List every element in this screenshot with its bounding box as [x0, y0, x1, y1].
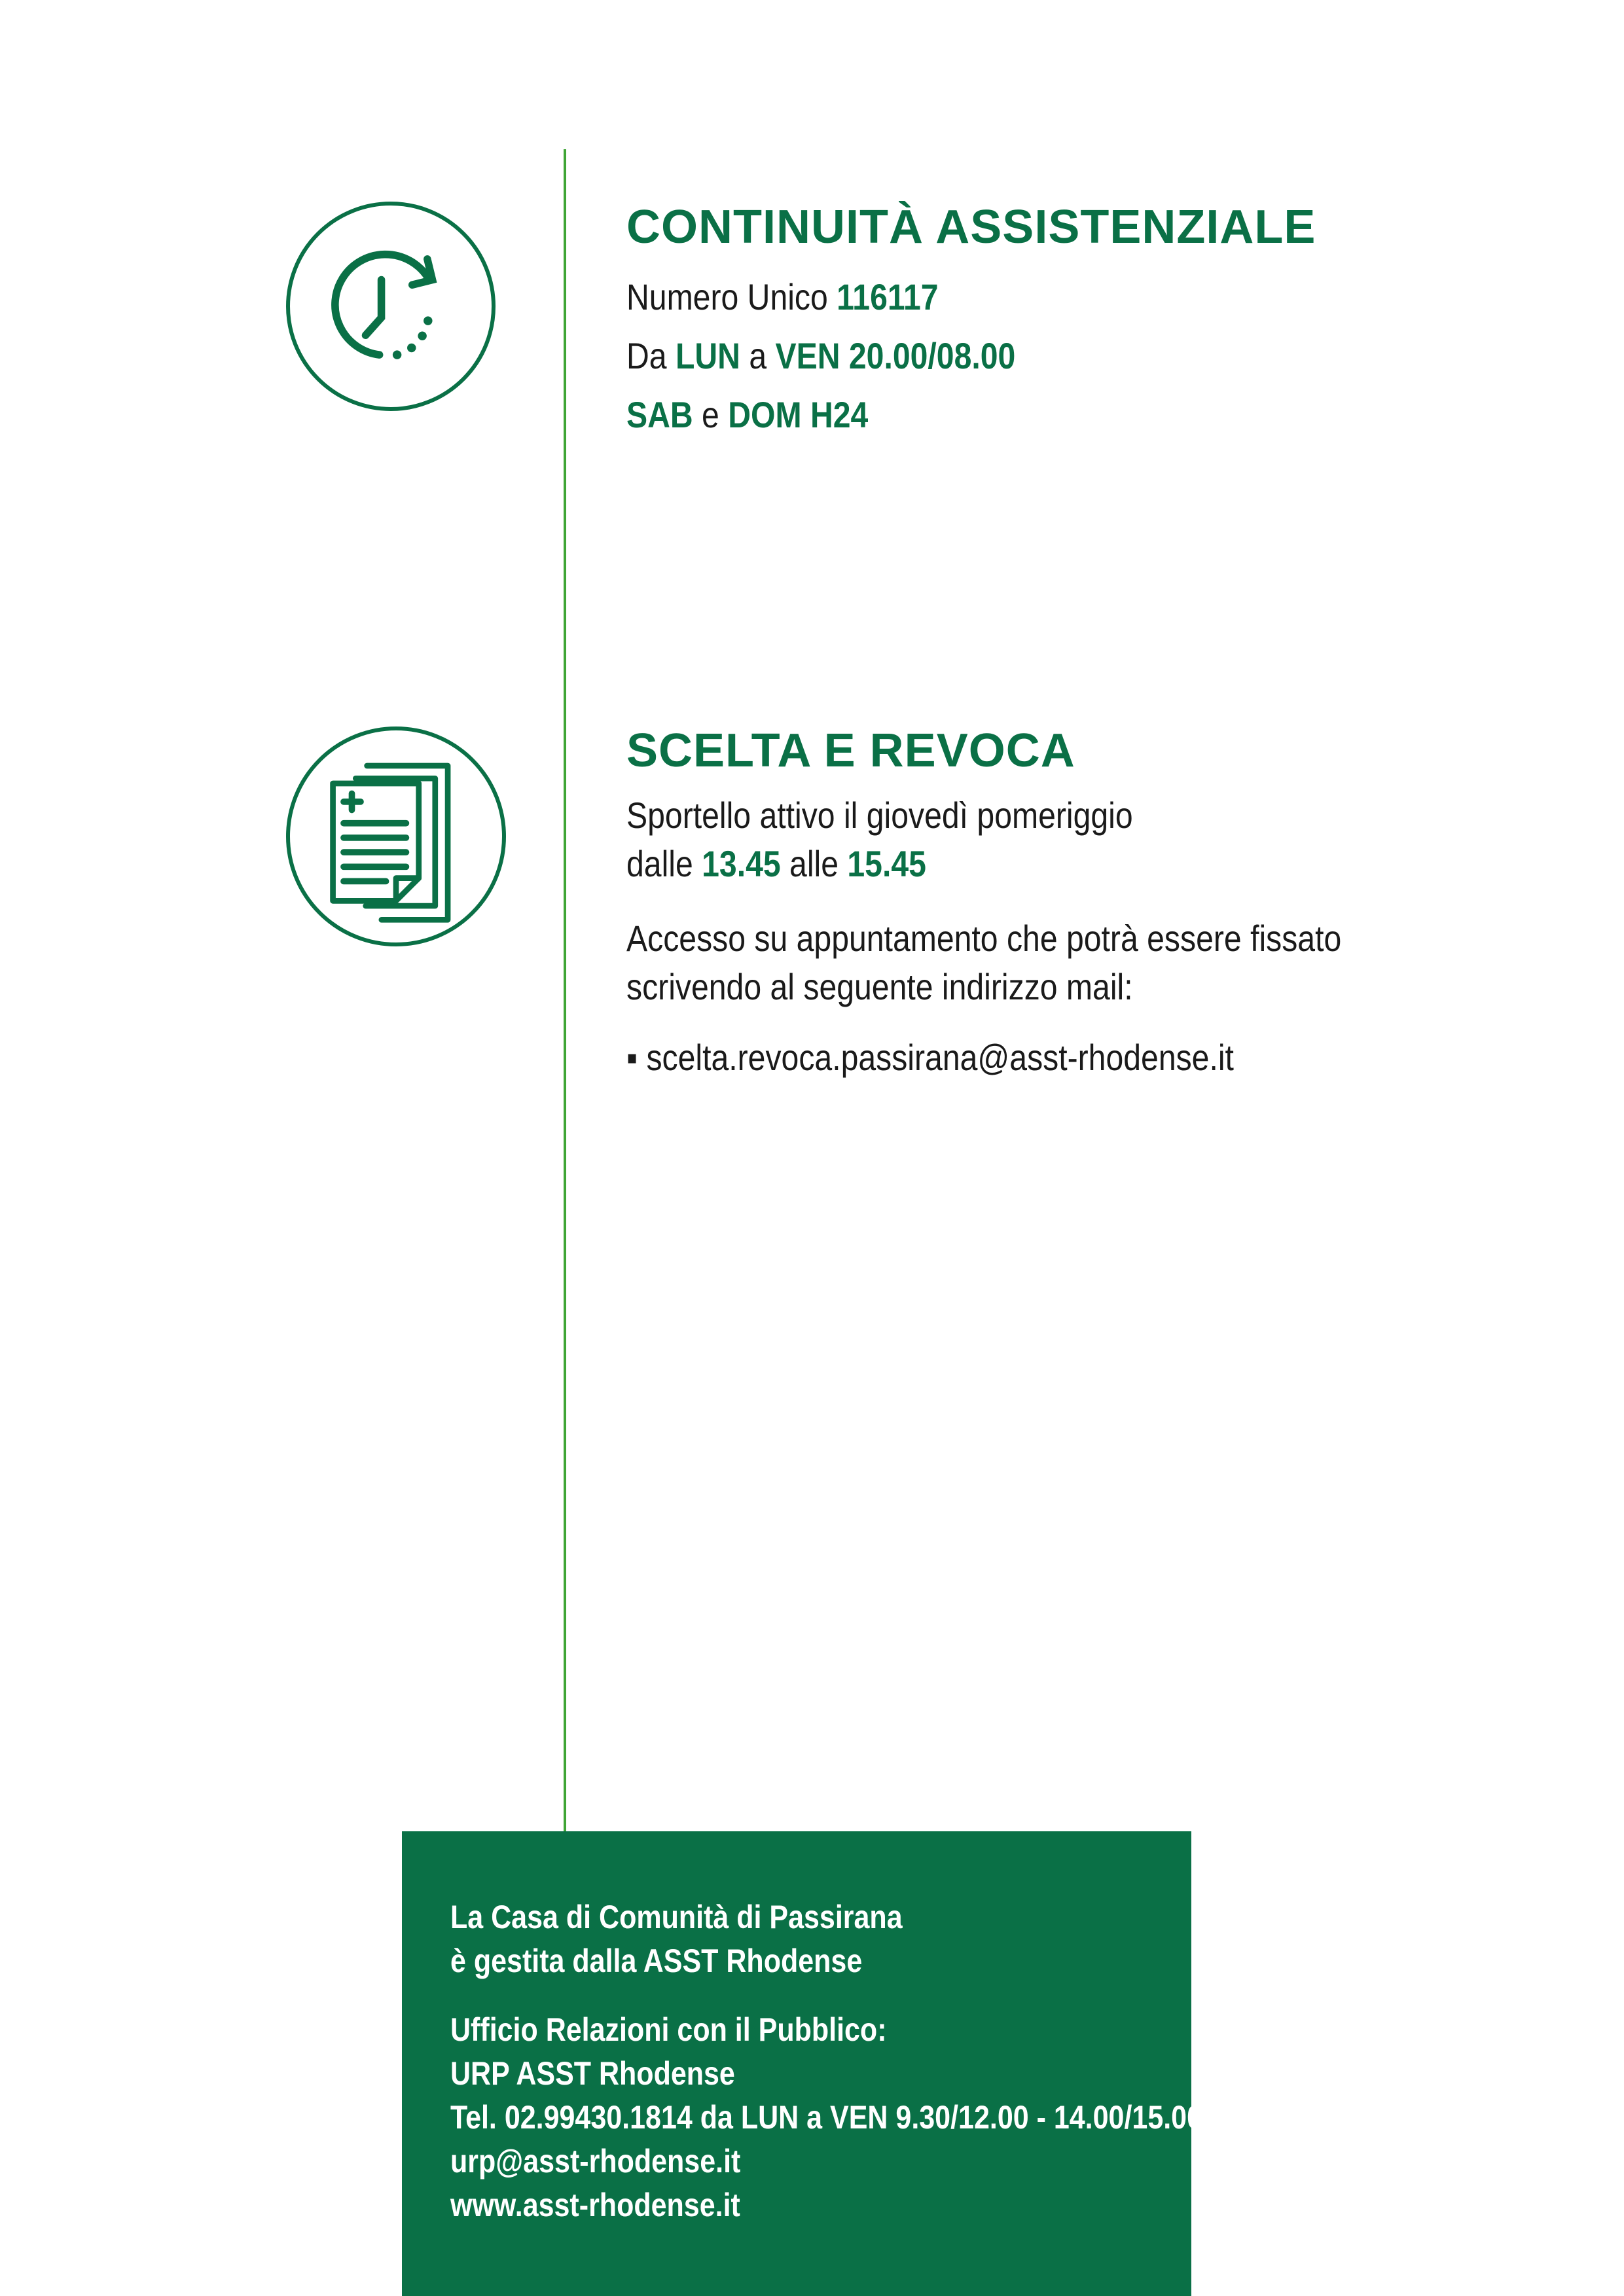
time-from: 13.45 [702, 843, 781, 885]
footer-email-link[interactable]: urp@asst-rhodense.it [450, 2143, 741, 2179]
weekday-hours-line [626, 327, 1219, 386]
footer-website-link[interactable]: www.asst-rhodense.it [450, 2187, 740, 2223]
clock-refresh-icon [286, 202, 496, 411]
dalle-text: dalle [626, 843, 702, 885]
e-text: e [693, 394, 729, 436]
day-dom-hours: DOM H24 [728, 394, 869, 436]
day-sab: SAB [626, 394, 693, 436]
orario-line [626, 840, 1341, 888]
vertical-divider-line [564, 149, 566, 1831]
sportello-line: Sportello attivo il giovedì pomeriggio [626, 795, 1133, 836]
accesso-line: Accesso su appuntamento che potrà essere fissato [626, 918, 1342, 960]
scrivendo-line: scrivendo al seguente indirizzo mail: [626, 966, 1133, 1008]
footer-casa-line: La Casa di Comunità di Passirana [450, 1899, 903, 1935]
phone-number[interactable]: 116117 [837, 276, 939, 318]
continuita-section [626, 202, 1316, 444]
alle-text: alle [780, 843, 848, 885]
section-title: SCELTA E REVOCA [626, 725, 1075, 777]
documents-icon [286, 726, 506, 946]
time-to: 15.45 [847, 843, 926, 885]
footer-phone-hours[interactable]: Tel. 02.99430.1814 da LUN a VEN 9.30/12.00 - 14.00/15.00 [450, 2099, 1203, 2136]
footer-urp-title: Ufficio Relazioni con il Pubblico: [450, 2011, 887, 2048]
footer-gestita-line: è gestita dalla ASST Rhodense [450, 1943, 863, 1979]
email-link[interactable]: ▪ scelta.revoca.passirana@asst-rhodense.it [626, 1037, 1234, 1079]
footer-box [402, 1831, 1203, 2296]
scelta-section [626, 725, 1458, 1082]
numero-unico-line [626, 268, 1219, 327]
numero-unico-label: Numero Unico [626, 276, 837, 318]
spacer [626, 888, 1458, 914]
section-title: CONTINUITÀ ASSISTENZIALE [626, 201, 1316, 253]
spacer [450, 1983, 1325, 2008]
a-text: a [740, 335, 776, 377]
footer-content [450, 1895, 1325, 2227]
spacer [626, 1011, 1458, 1033]
weekend-hours-line [626, 386, 1219, 444]
footer-urp-name: URP ASST Rhodense [450, 2055, 735, 2092]
day-ven-hours: VEN 20.00/08.00 [775, 335, 1016, 377]
da-text: Da [626, 335, 676, 377]
day-lun: LUN [675, 335, 740, 377]
